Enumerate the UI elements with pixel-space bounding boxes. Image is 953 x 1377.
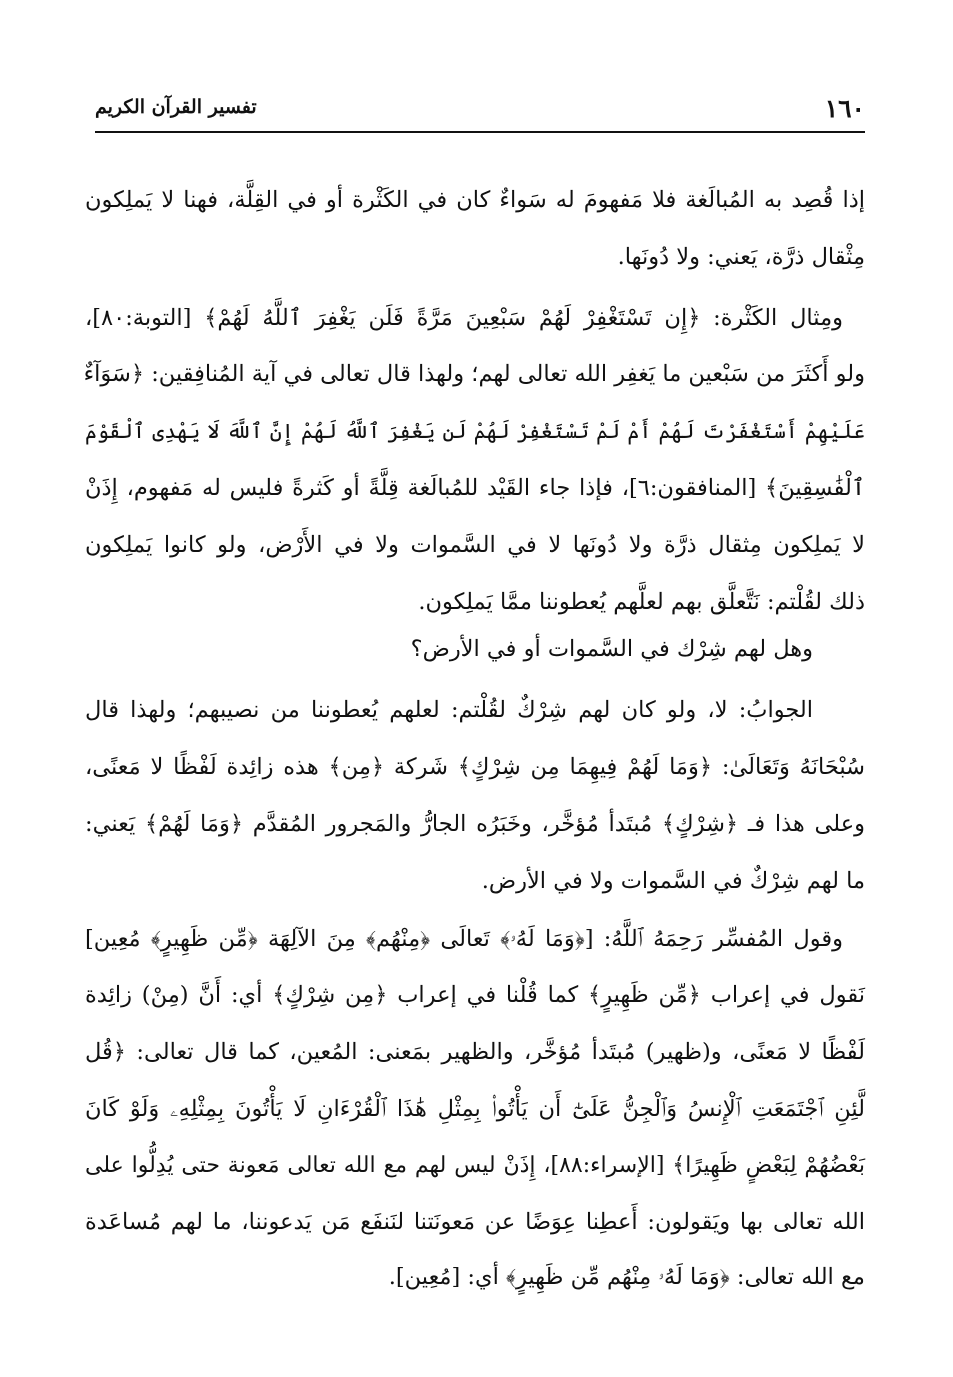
text-line: سُبْحَانَهُ وَتَعَالَىٰ: ﴿وَمَا لَهُمْ فِيهِمَا مِن شِرْكٍ﴾ شَركة ﴿مِن﴾ هذه زائِدة لَفْظًا لا مَعنًى، [85, 754, 865, 780]
text-line: وقول المُفسِّر رَحِمَهُ ٱللَّهُ: [﴿وَمَا لَهُۥ﴾ تَعالَى ﴿مِنْهُم﴾ مِنَ الآلِهَة ﴿مِّن ظَهِيرٍ﴾ مُعِين] [85, 926, 843, 952]
text-line: نَقول في إعراب ﴿مِّن ظَهِيرٍ﴾ كما قُلْنا في إعراب ﴿مِن شِرْكٍ﴾ أي: أَنَّ (مِنْ) زائِدة [85, 982, 865, 1008]
text-line: الجوابُ: لا، ولو كان لهم شِرْكٌ لقُلْتم: لعلهم يُعطوننا من نصيبهم؛ ولهذا قال [85, 697, 813, 723]
page-number: ١٦٠ [824, 94, 865, 123]
text-line: وهل لهم شِرْك في السَّموات أو في الأرض؟ [410, 636, 813, 662]
text-line: ومِثال الكَثْرة: ﴿إِن تَسْتَغْفِرْ لَهُمْ سَبْعِينَ مَرَّةً فَلَن يَغْفِرَ ٱللَّهُ لَهُمْ﴾ [التوبة:٨٠]، [85, 305, 843, 331]
text-line: لَّئِنِ ٱجْتَمَعَتِ ٱلْإِنسُ وَٱلْجِنُّ عَلَىٰٓ أَن يَأْتُوا۟ بِمِثْلِ هَٰذَا ٱلْقُرْءَانِ لَا يَأْتُونَ بِمِثْلِهِۦ وَلَوْ كَانَ [85, 1096, 865, 1122]
text-line: إذا قُصِد به المُبالَغة فلا مَفهومَ له سَواءٌ كان في الكَثْرة أو في القِلَّة، فهنا لا يَملِكون [85, 187, 865, 213]
text-line: ولو أَكثَرَ من سَبْعين ما يَغفِر الله تعالى لهم؛ ولهذا قال تعالى في آية المُنافِقين: ﴿سَوَآءٌ [83, 361, 865, 387]
text-line: وعلى هذا فـ ﴿شِرْكٍ﴾ مُبتَدأ مُؤخَّر، وخَبَرُه الجارُّ والمَجرور المُقدَّم ﴿وَمَا لَهُمْ﴾ يَعني: [85, 811, 865, 837]
page-header [95, 92, 865, 128]
text-line: الله تعالى بها ويَقولون: أَعطِنا عِوَضًا عن مَعونَتنا لنَنفَع مَن يَدعوننا، ما لهم مُساعَدة [85, 1209, 865, 1235]
header-rule [95, 131, 865, 133]
text-line: مع الله تعالى: ﴿وَمَا لَهُۥ مِنْهُم مِّن ظَهِيرٍ﴾ أي: [مُعِين]. [388, 1264, 865, 1290]
text-line: مِثْقال ذرَّة، يَعني: ولا دُونَها. [617, 244, 865, 270]
text-line: لا يَملِكون مِثقال ذرَّة ولا دُونَها لا في السَّموات ولا في الأَرْض، ولو كانوا يَملِكون [85, 532, 865, 558]
text-line: ما لهم شِرْكٌ في السَّموات ولا في الأرض. [481, 868, 865, 894]
text-line: بَعْضُهُمْ لِبَعْضٍ ظَهِيرًا﴾ [الإسراء:٨٨]، إِذَنْ ليس لهم مع الله تعالى مَعونة حتى يُدِلُّوا على [85, 1153, 865, 1178]
text-line: عَلَيْهِمْ أَسْتَغْفَرْتَ لَهُمْ أَمْ لَمْ تَسْتَغْفِرْ لَهُمْ لَن يَغْفِرَ ٱللَّهُ لَهُمْ إِنَّ ٱللَّهَ لَا يَهْدِى ٱلْقَوْمَ [85, 419, 865, 443]
text-line: ٱلْفَٰسِقِينَ﴾ [المنافقون:٦]، فإذا جاء القَيْد للمُبالَغة قِلَّةً أو كَثرةً فليس له مَفهوم، إِذَنْ [85, 475, 866, 501]
text-line: ذلك لقُلْتم: نَتَّعلَّق بهم لعلَّهم يُعطوننا ممَّا يَملِكون. [418, 589, 865, 615]
text-line: لَفْظًا لا مَعنًى، و(ظهير) مُبتَدأ مُؤخَّر، والظهير بمَعنى: المُعين، كما قال تعالى: ﴿قُل [85, 1039, 865, 1065]
running-title: تفسير القرآن الكريم [95, 96, 257, 118]
